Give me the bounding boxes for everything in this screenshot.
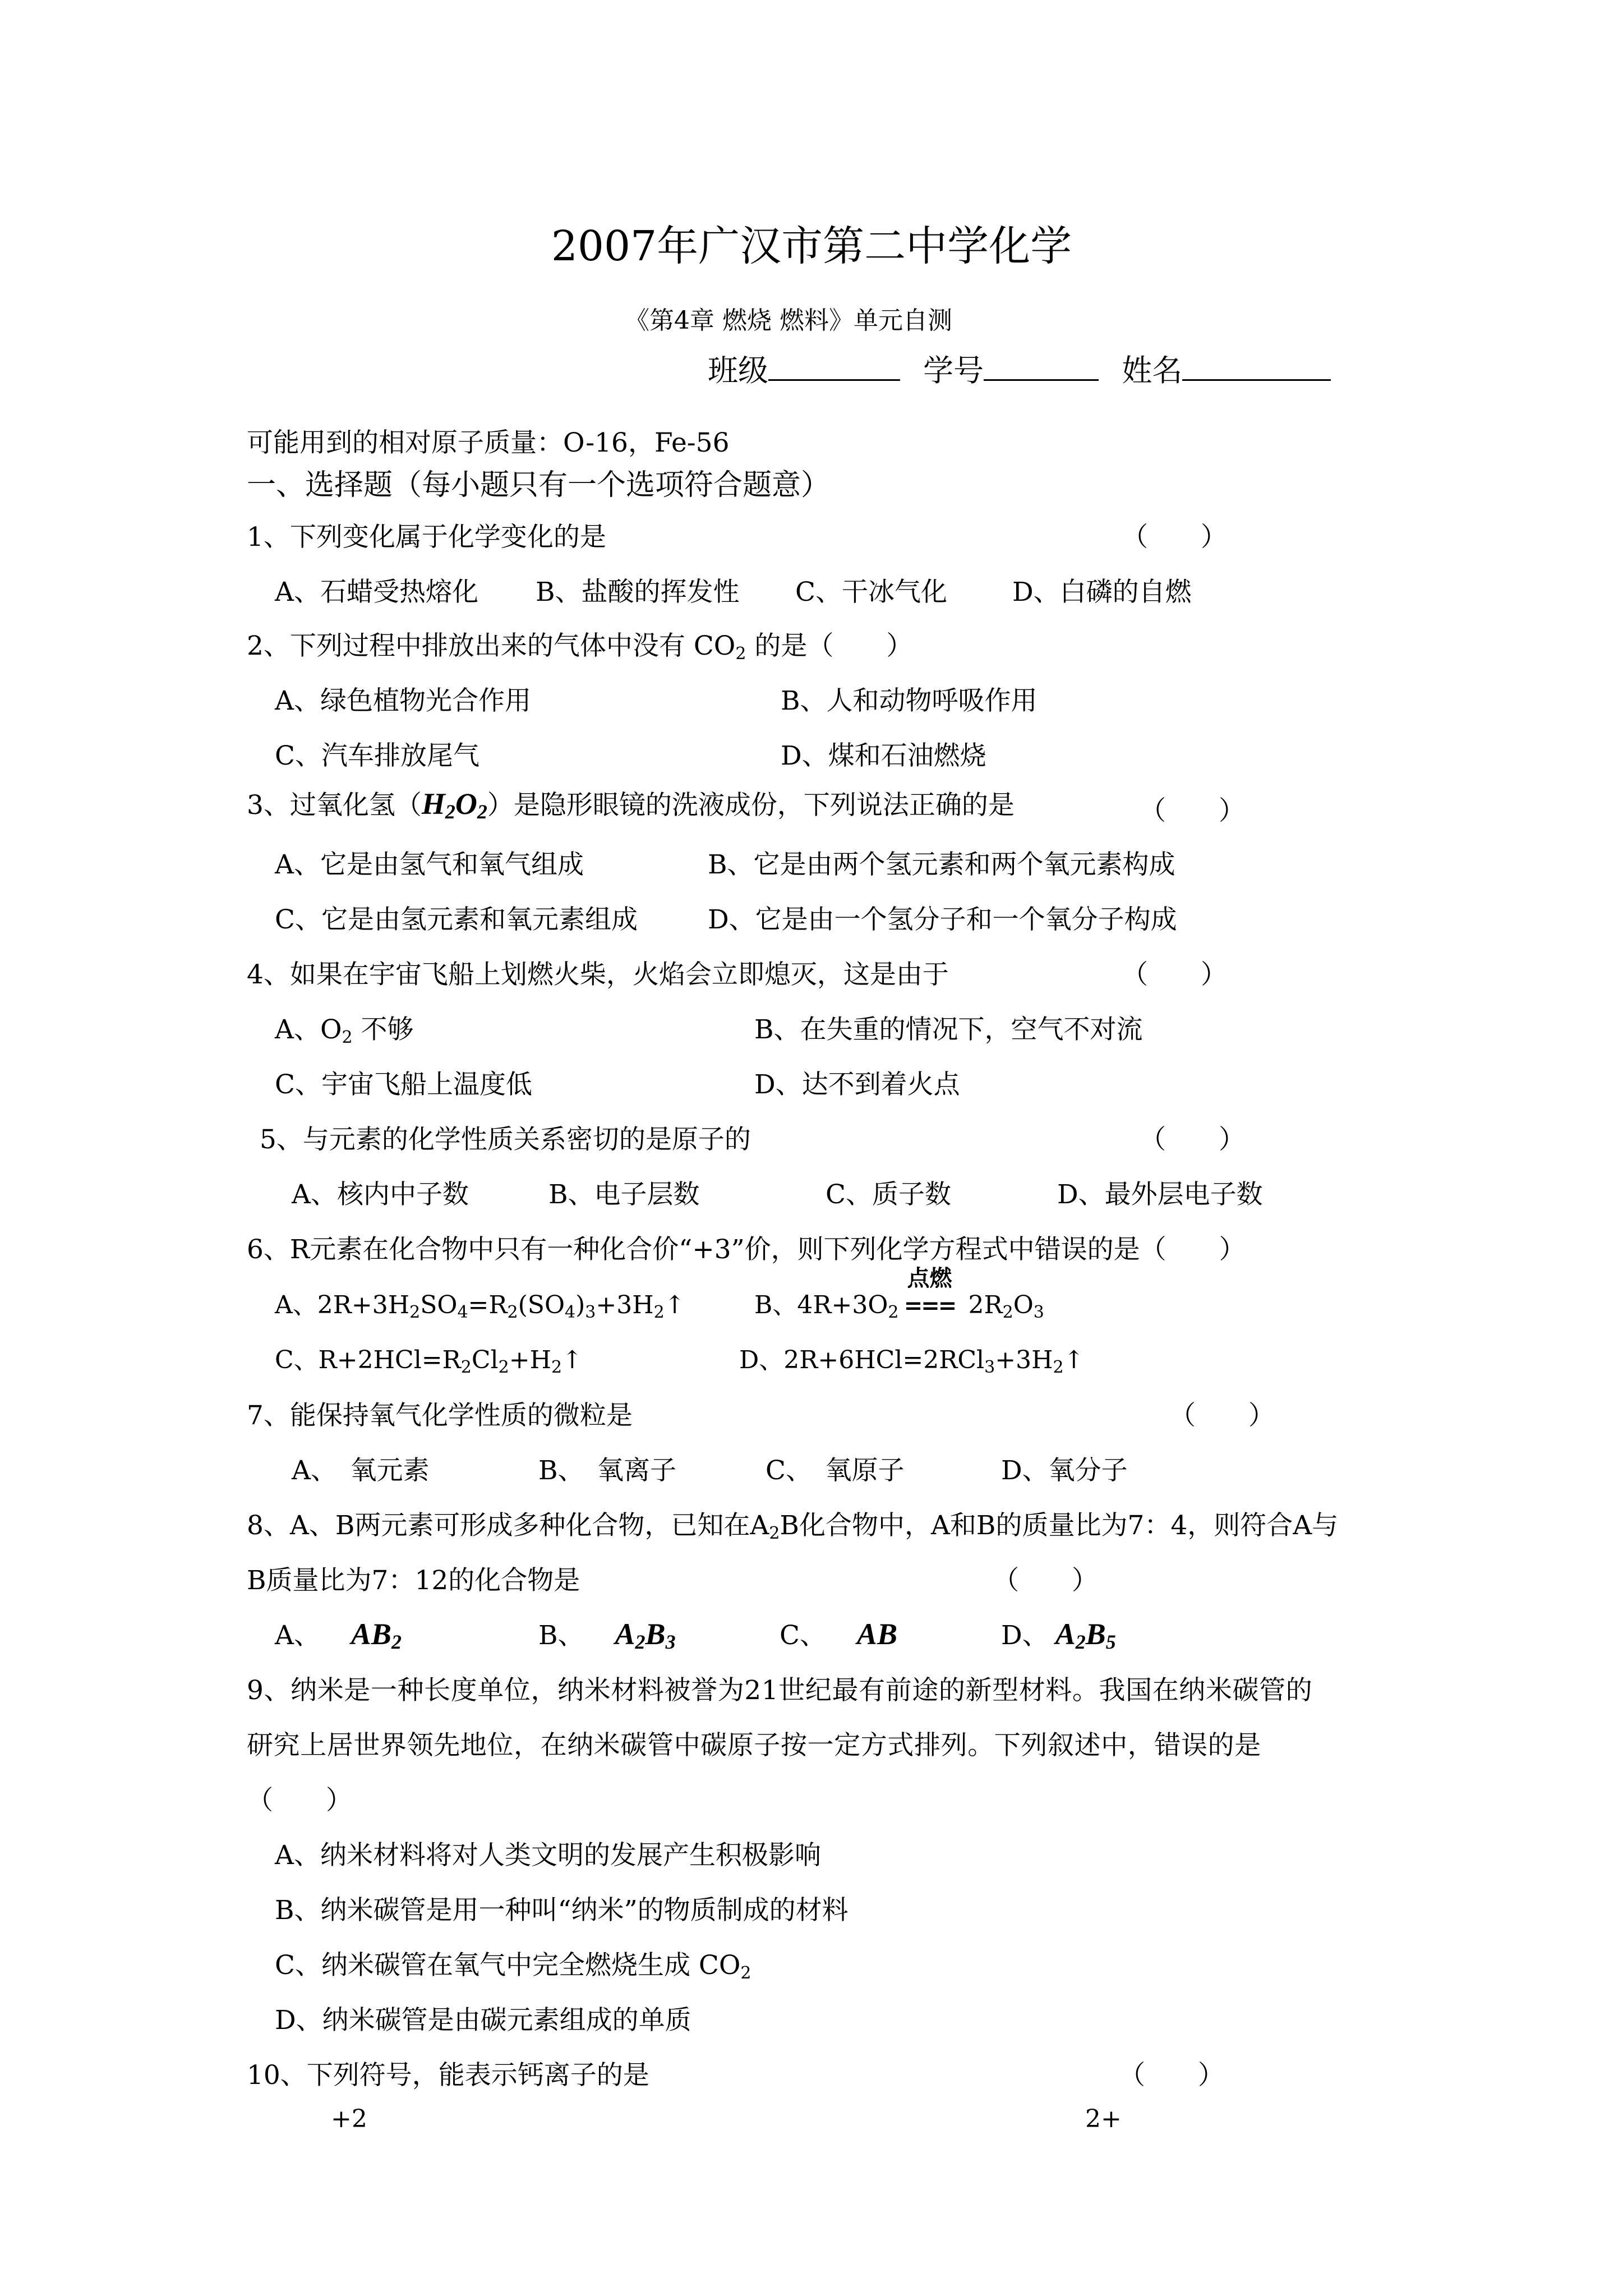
q3-option-c[interactable]: C、它是由氢元素和氧元素组成 (275, 904, 638, 935)
q9-option-b[interactable]: B、纳米碳管是用一种叫“纳米”的物质制成的材料 (275, 1895, 849, 1926)
q10-charge-mark: 2+ (1085, 2105, 1122, 2133)
h2o2-formula: $H_2O_2$ (421, 787, 487, 823)
student-info-row (708, 347, 1331, 390)
q2-stem: 2、下列过程中排放出来的气体中没有 $CO_2$ 的是（ ） (247, 631, 913, 664)
q7-answer-paren[interactable]: （ ） (1169, 1400, 1275, 1431)
q2-option-d[interactable]: D、煤和石油燃烧 (781, 740, 986, 771)
q7-option-d[interactable]: D、氧分子 (1001, 1455, 1128, 1486)
q7-option-a[interactable]: A、 氧元素 (292, 1455, 430, 1486)
q10-answer-paren[interactable]: （ ） (1119, 2060, 1224, 2091)
q7-option-c[interactable]: C、 氧原子 (766, 1455, 905, 1486)
q10-valence-mark: +2 (331, 2105, 367, 2133)
q9-answer-paren[interactable]: （ ） (247, 1785, 352, 1816)
q3-option-d[interactable]: D、它是由一个氢分子和一个氧分子构成 (708, 904, 1177, 935)
q5-answer-paren[interactable]: （ ） (1140, 1124, 1245, 1155)
q6-option-a[interactable]: A、$2R+3H_2SO_4=R_2(SO_4)_3+3H_2↑$ (275, 1291, 685, 1322)
q3-answer-paren[interactable]: （ ） (1140, 795, 1245, 826)
q1-option-c[interactable]: C、干冰气化 (795, 577, 947, 608)
q5-option-d[interactable]: D、最外层电子数 (1057, 1179, 1263, 1210)
class-blank[interactable] (768, 355, 900, 381)
q8-stem-line2: B质量比为7：12的化合物是 (247, 1565, 580, 1596)
q10-stem: 10、下列符号，能表示钙离子的是 (247, 2060, 649, 2091)
q1-stem: 1、下列变化属于化学变化的是 (247, 522, 606, 553)
name-blank[interactable] (1182, 355, 1331, 381)
q9-option-c[interactable]: C、纳米碳管在氧气中完全燃烧生成 $CO_2$ (275, 1950, 751, 1983)
q6-option-b[interactable]: B、$4R+3O_2$ 点燃 === $2R_2O_3$ (754, 1266, 1044, 1322)
q8-option-b[interactable]: B、 $A_2B_3$ (538, 1617, 676, 1653)
q2-option-b[interactable]: B、人和动物呼吸作用 (781, 685, 1038, 716)
atomic-mass-note: 可能用到的相对原子质量：O-16，Fe-56 (247, 427, 730, 458)
q4-option-b[interactable]: B、在失重的情况下，空气不对流 (754, 1014, 1143, 1045)
q9-option-a[interactable]: A、纳米材料将对人类文明的发展产生积极影响 (275, 1840, 821, 1871)
q9-stem-line2: 研究上居世界领先地位，在纳米碳管中碳原子按一定方式排列。下列叙述中，错误的是 (247, 1730, 1261, 1761)
q3-stem: 3、过氧化氢$(H_2O_2)$是隐形眼镜的洗液成份，下列说法正确的是 (247, 787, 1015, 823)
page-title: 2007年广汉市第二中学化学 (551, 222, 1072, 270)
q9-stem-line1: 9、纳米是一种长度单位，纳米材料被誉为21世纪最有前途的新型材料。我国在纳米碳管的 (247, 1675, 1313, 1706)
q5-stem: 5、与元素的化学性质关系密切的是原子的 (260, 1124, 751, 1155)
q5-option-b[interactable]: B、电子层数 (548, 1179, 700, 1210)
q1-answer-paren[interactable]: （ ） (1122, 522, 1227, 553)
q4-option-c[interactable]: C、宇宙飞船上温度低 (275, 1069, 532, 1100)
ignite-equals-sign: 点燃 === (903, 1266, 956, 1319)
q3-option-a[interactable]: A、它是由氢气和氧气组成 (275, 849, 584, 880)
q4-option-a[interactable]: A、$O_2$ 不够 (275, 1014, 414, 1047)
q5-option-a[interactable]: A、核内中子数 (292, 1179, 469, 1210)
q1-option-d[interactable]: D、白磷的自燃 (1012, 577, 1192, 608)
q8-option-a[interactable]: A、 $AB_2$ (275, 1617, 402, 1653)
q8-answer-paren[interactable]: （ ） (993, 1565, 1098, 1596)
q9-option-d[interactable]: D、纳米碳管是由碳元素组成的单质 (275, 2005, 691, 2036)
q1-option-b[interactable]: B、盐酸的挥发性 (536, 577, 740, 608)
name-label: 姓名 (1122, 353, 1183, 388)
q8-stem-line1: 8、A、B两元素可形成多种化合物，已知在$A_2B$化合物中，A和B的质量比为7：4，则符合A与 (247, 1510, 1339, 1543)
q2-option-a[interactable]: A、绿色植物光合作用 (275, 685, 531, 716)
page-subtitle: 《第4章 燃烧 燃料》单元自测 (625, 306, 952, 335)
section-heading: 一、选择题（每小题只有一个选项符合题意） (247, 468, 831, 502)
q1-option-a[interactable]: A、石蜡受热熔化 (275, 577, 478, 608)
q4-answer-paren[interactable]: （ ） (1122, 959, 1227, 990)
q7-option-b[interactable]: B、 氧离子 (538, 1455, 677, 1486)
q5-option-c[interactable]: C、质子数 (826, 1179, 951, 1210)
q6-option-d[interactable]: D、$2R+6HCl=2RCl_3+3H_2↑$ (739, 1346, 1085, 1377)
q4-stem: 4、如果在宇宙飞船上划燃火柴，火焰会立即熄灭，这是由于 (247, 959, 949, 990)
q8-option-c[interactable]: C、 AB (780, 1617, 897, 1651)
q6-option-c[interactable]: C、$R+2HCl=R_2Cl_2+H_2↑$ (275, 1346, 583, 1377)
q3-option-b[interactable]: B、它是由两个氢元素和两个氧元素构成 (708, 849, 1175, 880)
q6-stem: 6、R元素在化合物中只有一种化合价“+3”价，则下列化学方程式中错误的是（ ） (247, 1234, 1246, 1265)
class-label: 班级 (708, 353, 768, 388)
q2-option-c[interactable]: C、汽车排放尾气 (275, 740, 479, 771)
q8-option-d[interactable]: D、 $A_2B_5$ (1001, 1617, 1116, 1653)
q7-stem: 7、能保持氧气化学性质的微粒是 (247, 1400, 633, 1431)
q4-option-d[interactable]: D、达不到着火点 (754, 1069, 960, 1100)
number-label: 学号 (923, 353, 984, 388)
number-blank[interactable] (984, 355, 1099, 381)
